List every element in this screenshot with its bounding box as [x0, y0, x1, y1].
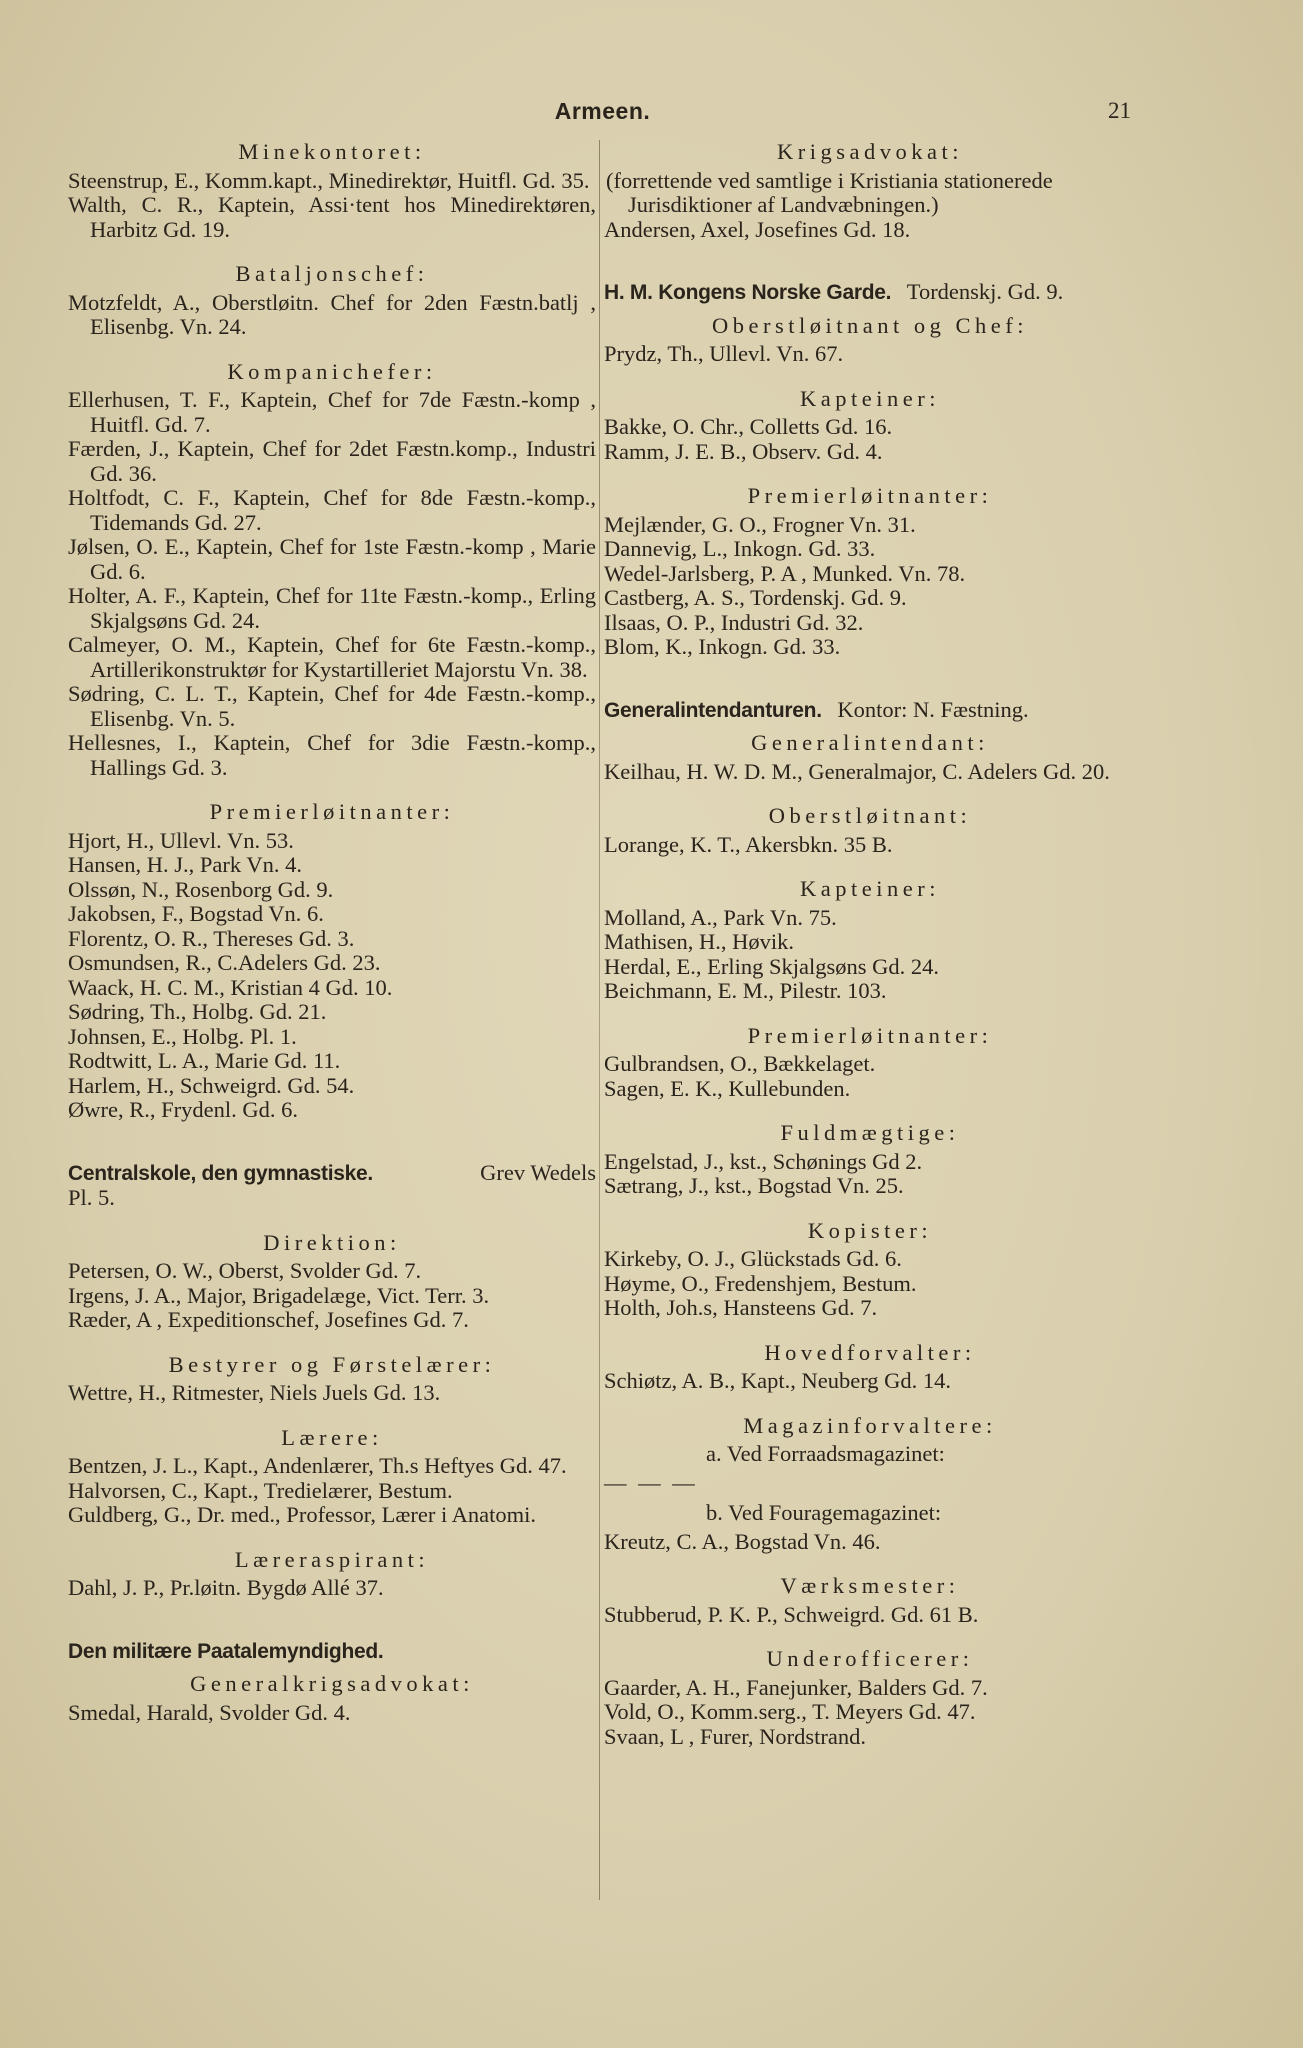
list-item: Walth, C. R., Kaptein, Assi·tent hos Minedirektøren, Harbitz Gd. 19.	[68, 192, 596, 242]
section-address: Tordenskj. Gd. 9.	[906, 279, 1064, 304]
section-title: H. M. Kongens Norske Garde.	[604, 281, 892, 304]
list-item: Holth, Joh.s, Hansteens Gd. 7.	[604, 1295, 878, 1320]
heading-magazinforvaltere: Magazinforvaltere:	[743, 1412, 997, 1438]
list-item: Vold, O., Komm.serg., T. Meyers Gd. 47.	[604, 1699, 976, 1724]
vacant-placeholder: — — —	[604, 1469, 698, 1495]
list-item: Sødring, Th., Holbg. Gd. 21.	[68, 999, 327, 1024]
list-item: Molland, A., Park Vn. 75.	[604, 904, 837, 930]
list-item: Blom, K., Inkogn. Gd. 33.	[604, 634, 841, 659]
list-item: Rodtwitt, L. A., Marie Gd. 11.	[68, 1048, 341, 1073]
section-title: Den militære Paatalemyndighed.	[68, 1639, 384, 1663]
list-item: Bakke, O. Chr., Colletts Gd. 16.	[604, 414, 893, 439]
page-number: 21	[1108, 98, 1131, 123]
list-item: Færden, J., Kaptein, Chef for 2det Fæstn.komp., Industri Gd. 36.	[68, 436, 596, 486]
section-address: Grev Wedels	[480, 1159, 596, 1185]
list-item: Calmeyer, O. M., Kaptein, Chef for 6te Fæstn.-komp., Artillerikonstruktør for Kystartilleriet Majorstu Vn. 38.	[68, 632, 596, 682]
list-item: Lorange, K. T., Akersbkn. 35 B.	[604, 831, 893, 857]
list-item: Keilhau, H. W. D. M., Generalmajor, C. Adelers Gd. 20.	[604, 758, 1110, 784]
heading-generalkrigsadvokat: Generalkrigsadvokat:	[190, 1671, 474, 1696]
list-item: Beichmann, E. M., Pilestr. 103.	[604, 978, 887, 1003]
section-title: Generalintendanturen.	[604, 698, 822, 722]
right-column	[604, 140, 1136, 1749]
list-item: Ilsaas, O. P., Industri Gd. 32.	[604, 609, 864, 635]
list-item: Steenstrup, E., Komm.kapt., Minedirektør, Huitfl. Gd. 35.	[68, 167, 590, 193]
heading-direktion: Direktion:	[263, 1229, 401, 1255]
heading-krigsadvokat: Krigsadvokat:	[777, 139, 963, 164]
list-item: Herdal, E., Erling Skjalgsøns Gd. 24.	[604, 953, 939, 979]
section-title: Centralskole, den gymnastiske.	[68, 1161, 373, 1185]
list-item: Ræder, A , Expeditionschef, Josefines Gd. 7.	[68, 1307, 469, 1332]
heading-bataljonschef: Bataljonschef:	[235, 261, 429, 286]
subheading-fouragemagazinet: b. Ved Fouragemagazinet:	[706, 1500, 942, 1525]
heading-kapteiner: Kapteiner:	[800, 385, 940, 411]
column-divider	[599, 140, 600, 1900]
section-garde	[604, 280, 1136, 306]
heading-hovedforvalter: Hovedforvalter:	[764, 1339, 976, 1365]
section-note: (forrettende ved samtlige i Kristiania stationerede Jurisdiktioner af Landvæbningen.)	[606, 167, 1053, 217]
list-item: Dannevig, L., Inkogn. Gd. 33.	[604, 536, 876, 561]
list-item: Jølsen, O. E., Kaptein, Chef for 1ste Fæstn.-komp , Marie Gd. 6.	[68, 534, 596, 584]
list-item: Sagen, E. K., Kullebunden.	[604, 1075, 851, 1101]
heading-kopister: Kopister:	[807, 1217, 933, 1243]
list-item: Guldberg, G., Dr. med., Professor, Lærer i Anatomi.	[68, 1502, 536, 1527]
heading-kompanichefer: Kompanichefer:	[227, 358, 437, 384]
section-generalintendanturen	[604, 698, 1136, 724]
list-item: Mathisen, H., Høvik.	[604, 929, 794, 954]
list-item: Johnsen, E., Holbg. Pl. 1.	[68, 1023, 297, 1049]
list-item: Ramm, J. E. B., Observ. Gd. 4.	[604, 438, 883, 464]
heading-fuldmaegtige: Fuldmægtige:	[780, 1120, 960, 1145]
list-item: Irgens, J. A., Major, Brigadelæge, Vict. Terr. 3.	[68, 1282, 490, 1308]
list-item: Høyme, O., Fredenshjem, Bestum.	[604, 1270, 917, 1296]
list-item: Harlem, H., Schweigrd. Gd. 54.	[68, 1072, 355, 1098]
list-item: Florentz, O. R., Thereses Gd. 3.	[68, 925, 355, 951]
heading-laerere: Lærere:	[281, 1424, 383, 1450]
list-item: Wettre, H., Ritmester, Niels Juels Gd. 13.	[68, 1380, 441, 1405]
list-item: Andersen, Axel, Josefines Gd. 18.	[604, 216, 911, 242]
list-item: Holtfodt, C. F., Kaptein, Chef for 8de Fæstn.-komp., Tidemands Gd. 27.	[68, 485, 596, 535]
list-item: Sætrang, J., kst., Bogstad Vn. 25.	[604, 1173, 904, 1198]
page-header	[0, 98, 1303, 130]
heading-bestyrer: Bestyrer og Førstelærer:	[168, 1351, 496, 1377]
list-item: Øwre, R., Frydenl. Gd. 6.	[68, 1097, 298, 1122]
list-item: Holter, A. F., Kaptein, Chef for 11te Fæstn.-komp., Erling Skjalgsøns Gd. 24.	[68, 583, 596, 633]
heading-generalintendant: Generalintendant:	[751, 730, 989, 755]
list-item: Schiøtz, A. B., Kapt., Neuberg Gd. 14.	[604, 1368, 952, 1393]
list-item: Waack, H. C. M., Kristian 4 Gd. 10.	[68, 974, 393, 1000]
list-item: Stubberud, P. K. P., Schweigrd. Gd. 61 B.	[604, 1601, 979, 1627]
list-item: Kirkeby, O. J., Glückstads Gd. 6.	[604, 1246, 902, 1271]
heading-premierloitnanter: Premierløitnanter:	[747, 483, 993, 508]
list-item: Osmundsen, R., C.Adelers Gd. 23.	[68, 950, 381, 975]
heading-vaerksmester: Værksmester:	[780, 1573, 960, 1598]
list-item: Olssøn, N., Rosenborg Gd. 9.	[68, 876, 334, 902]
list-item: Ellerhusen, T. F., Kaptein, Chef for 7de Fæstn.-komp , Huitfl. Gd. 7.	[68, 387, 596, 437]
list-item: Gaarder, A. H., Fanejunker, Balders Gd. 7.	[604, 1674, 988, 1700]
list-item: Gulbrandsen, O., Bækkelaget.	[604, 1051, 876, 1076]
section-centralskole	[68, 1161, 596, 1211]
heading-oberstloitnant-chef: Oberstløitnant og Chef:	[712, 312, 1028, 338]
section-paatale	[68, 1639, 596, 1665]
heading-kapteiner: Kapteiner:	[800, 876, 940, 901]
list-item: Hansen, H. J., Park Vn. 4.	[68, 852, 302, 877]
list-item: Sødring, C. L. T., Kaptein, Chef for 4de Fæstn.-komp., Elisenbg. Vn. 5.	[68, 681, 596, 731]
list-item: Wedel-Jarlsberg, P. A , Munked. Vn. 78.	[604, 560, 966, 586]
list-item: Petersen, O. W., Oberst, Svolder Gd. 7.	[68, 1258, 422, 1283]
subheading-forraadsmagazinet: a. Ved Forraadsmagazinet:	[706, 1441, 945, 1466]
list-item: Kreutz, C. A., Bogstad Vn. 46.	[604, 1528, 881, 1554]
list-item: Engelstad, J., kst., Schønings Gd 2.	[604, 1148, 923, 1174]
running-title: Armeen.	[554, 98, 651, 124]
list-item: Hellesnes, I., Kaptein, Chef for 3die Fæstn.-komp., Hallings Gd. 3.	[68, 730, 596, 780]
list-item: Dahl, J. P., Pr.løitn. Bygdø Allé 37.	[68, 1575, 384, 1600]
list-item: Mejlænder, G. O., Frogner Vn. 31.	[604, 511, 916, 537]
heading-premierloitnanter: Premierløitnanter:	[747, 1022, 993, 1048]
list-item: Bentzen, J. L., Kapt., Andenlærer, Th.s Heftyes Gd. 47.	[68, 1453, 567, 1478]
list-item: Hjort, H., Ullevl. Vn. 53.	[68, 827, 294, 853]
heading-premierloitnanter: Premierløitnanter:	[209, 799, 455, 824]
left-column	[68, 140, 596, 1725]
section-address: Kontor: N. Fæstning.	[837, 696, 1029, 722]
list-item: Svaan, L , Furer, Nordstrand.	[604, 1723, 866, 1749]
section-address-cont: Pl. 5.	[68, 1185, 115, 1210]
list-item: Halvorsen, C., Kapt., Tredielærer, Bestum.	[68, 1477, 453, 1503]
list-item: Castberg, A. S., Tordenskj. Gd. 9.	[604, 585, 907, 610]
list-item: Smedal, Harald, Svolder Gd. 4.	[68, 1699, 351, 1725]
list-item: Motzfeldt, A., Oberstløitn. Chef for 2den Fæstn.batlj , Elisenbg. Vn. 24.	[68, 289, 596, 339]
heading-oberstloitnant: Oberstløitnant:	[768, 803, 972, 828]
heading-laereraspirant: Læreraspirant:	[234, 1546, 430, 1572]
heading-underofficerer: Underofficerer:	[766, 1646, 974, 1671]
list-item: Prydz, Th., Ullevl. Vn. 67.	[604, 341, 844, 366]
list-item: Jakobsen, F., Bogstad Vn. 6.	[68, 901, 324, 926]
heading-minekontoret: Minekontoret:	[238, 139, 426, 164]
